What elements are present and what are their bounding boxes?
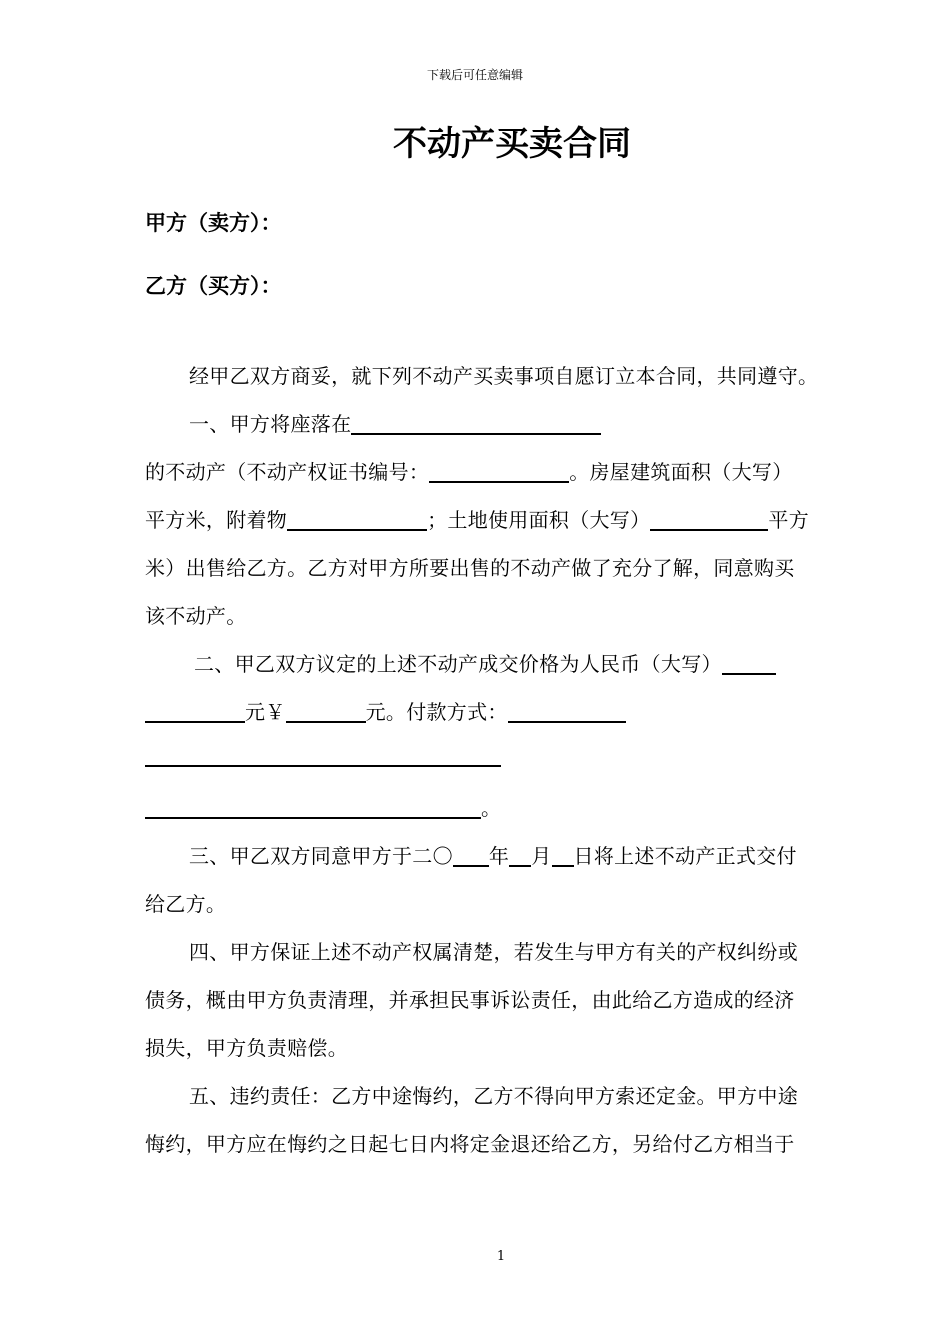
- clause-5-line-1: 五、违约责任：乙方中途悔约，乙方不得向甲方索还定金。甲方中途: [189, 1084, 798, 1108]
- clause-3-line-2: 给乙方。: [145, 892, 227, 916]
- day-blank: [552, 845, 574, 867]
- clause-2-line-2: [145, 696, 626, 725]
- clause-4-line-2: 债务，概由甲方负责清理，并承担民事诉讼责任，由此给乙方造成的经济: [145, 988, 795, 1012]
- attachment-blank: [287, 509, 427, 531]
- seller-party-label: 甲方（卖方）：: [145, 211, 282, 235]
- clause-1-line-3: [145, 504, 809, 533]
- intro-paragraph: 经甲乙双方商妥，就下列不动产买卖事项自愿订立本合同，共同遵守。: [189, 364, 819, 388]
- clause-3-line-1: [189, 840, 797, 869]
- year-blank: [453, 845, 489, 867]
- location-blank: [351, 413, 601, 435]
- clause-1-text: 平方米，附着物: [145, 508, 288, 532]
- land-area-blank: [650, 509, 768, 531]
- payment-method-blank: [508, 701, 626, 723]
- clause-5-line-2: 悔约，甲方应在悔约之日起七日内将定金退还给乙方，另给付乙方相当于: [145, 1132, 795, 1156]
- clause-1-line-1: [189, 408, 601, 437]
- price-words-blank: [722, 653, 776, 675]
- price-words-blank-cont: [145, 701, 245, 723]
- month-blank: [509, 845, 531, 867]
- clause-4-line-3: 损失，甲方负责赔偿。: [145, 1036, 348, 1060]
- clause-3-text: 三、甲乙双方同意甲方于二〇: [189, 844, 453, 868]
- clause-1-line-4: 米）出售给乙方。乙方对甲方所要出售的不动产做了充分了解，同意购买: [145, 556, 795, 580]
- clause-1-line-2: [145, 456, 793, 485]
- clause-1-text: ；土地使用面积（大写）: [427, 508, 651, 532]
- clause-1-text: 。房屋建筑面积（大写）: [569, 460, 793, 484]
- clause-3-text: 日将上述不动产正式交付: [573, 844, 797, 868]
- page-number: 1: [496, 1249, 506, 1264]
- payment-method-blank-cont: [145, 745, 501, 767]
- buyer-party-label: 乙方（买方）：: [145, 274, 282, 298]
- clause-1-text: 平方: [768, 508, 810, 532]
- clause-2-line-4: [145, 792, 501, 821]
- clause-3-text: 月: [531, 844, 552, 868]
- clause-2-text: 元￥: [245, 700, 286, 724]
- price-figures-blank: [286, 701, 366, 723]
- document-title: 不动产买卖合同: [393, 124, 631, 164]
- page-header-note: 下载后可任意编辑: [426, 68, 523, 82]
- clause-4-line-1: 四、甲方保证上述不动产权属清楚，若发生与甲方有关的产权纠纷或: [189, 940, 798, 964]
- clause-2-text: 二、甲乙双方议定的上述不动产成交价格为人民币（大写）: [194, 652, 722, 676]
- payment-method-blank-end: [145, 797, 481, 819]
- clause-1-text: 一、甲方将座落在: [189, 412, 352, 436]
- clause-2-line-1: [194, 648, 776, 677]
- clause-1-text: 的不动产（不动产权证书编号：: [145, 460, 430, 484]
- clause-2-line-3: [145, 744, 501, 768]
- certificate-number-blank: [429, 461, 569, 483]
- clause-3-text: 年: [488, 844, 510, 868]
- clause-2-text: 。: [481, 796, 502, 820]
- clause-1-line-5: 该不动产。: [145, 604, 247, 628]
- clause-2-text: 元。付款方式：: [365, 700, 508, 724]
